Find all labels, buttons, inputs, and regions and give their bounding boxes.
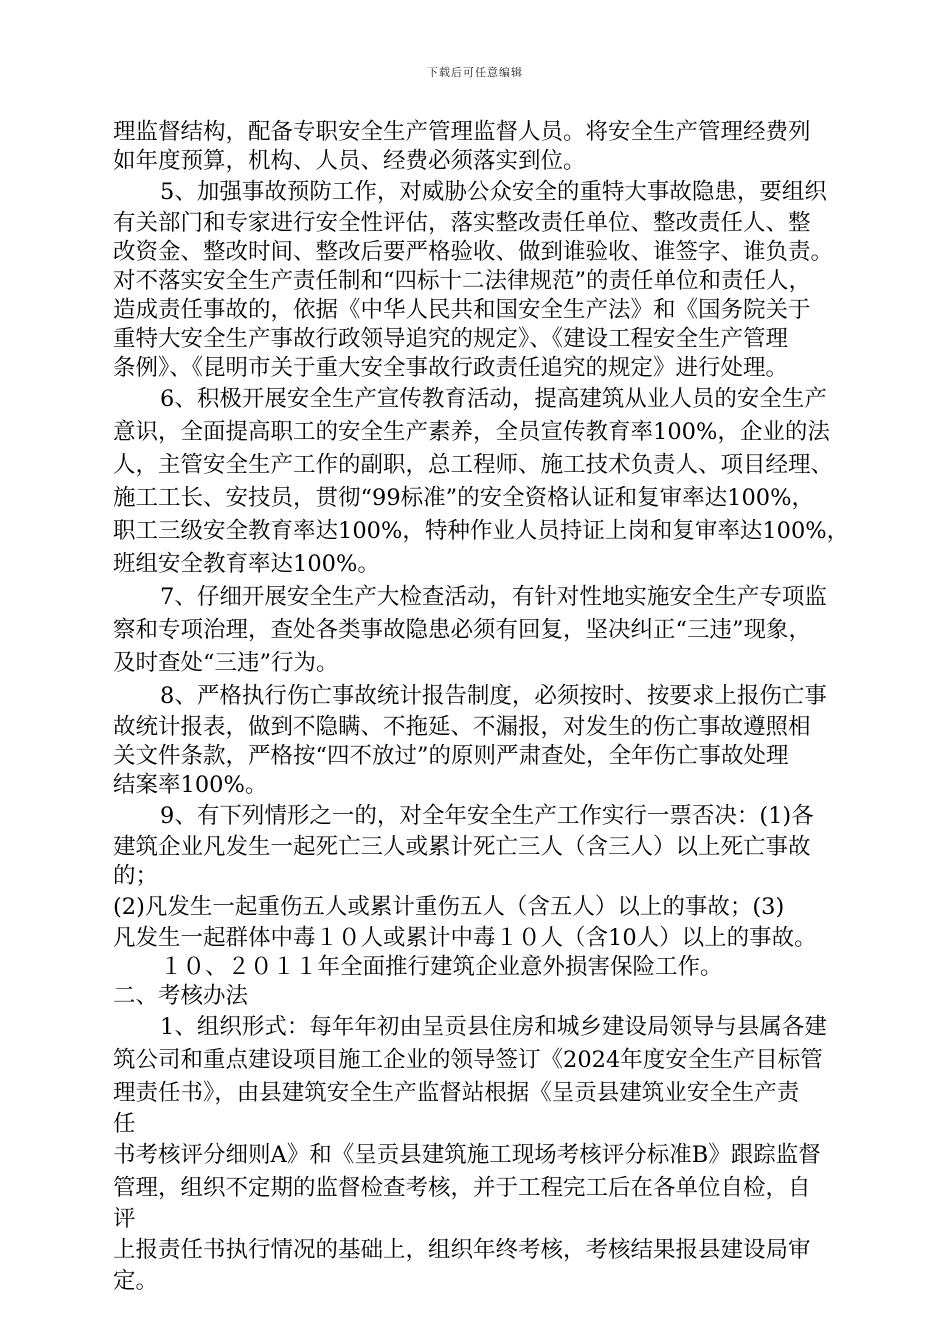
text-line: 任 — [113, 1111, 136, 1137]
text-line: 人，主管安全生产工作的副职，总工程师、施工技术负责人、项目经理、 — [113, 452, 834, 478]
text-line: １０、２０１１年全面推行建筑企业意外损害保险工作。 — [160, 954, 723, 980]
text-line: 的； — [113, 863, 159, 889]
text-line: 施工工长、安技员，贯彻“99标准”的安全资格认证和复审率达100%， — [113, 485, 814, 511]
text-line: 书考核评分细则A》和《呈贡县建筑施工现场考核评分标准B》跟踪监督 — [113, 1142, 821, 1168]
text-line: 定。 — [113, 1268, 159, 1294]
text-line: 1、组织形式：每年年初由呈贡县住房和城乡建设局领导与县属各建 — [160, 1014, 827, 1040]
text-line: 8、严格执行伤亡事故统计报告制度，必须按时、按要求上报伤亡事 — [160, 683, 827, 709]
text-line: (2)凡发生一起重伤五人或累计重伤五人（含五人）以上的事故；(3) — [113, 894, 785, 920]
page-header: 下载后可任意编辑 — [427, 66, 523, 79]
text-line: 班组安全教育率达100%。 — [113, 551, 380, 577]
text-line: 对不落实安全生产责任制和“四标十二法律规范”的责任单位和责任人， — [113, 268, 812, 294]
text-line: 上报责任书执行情况的基础上，组织年终考核，考核结果报县建设局审 — [113, 1237, 811, 1263]
text-line: 筑公司和重点建设项目施工企业的领导签订《2024年度安全生产目标管 — [113, 1047, 823, 1073]
text-line: 职工三级安全教育率达100%，特种作业人员持证上岗和复审率达100%， — [113, 518, 850, 544]
text-line: 结案率100%。 — [113, 772, 268, 798]
text-line: 二、考核办法 — [113, 983, 249, 1009]
text-line: 改资金、整改时间、整改后要严格验收、做到谁验收、谁签字、谁负责。 — [113, 239, 834, 265]
text-line: 如年度预算，机构、人员、经费必须落实到位。 — [113, 148, 586, 174]
text-line: 重特大安全生产事故行政领导追究的规定》、《建设工程安全生产管理 — [113, 326, 789, 352]
text-line: 理监督结构，配备专职安全生产管理监督人员。将安全生产管理经费列 — [113, 119, 811, 145]
text-line: 5、加强事故预防工作，对威胁公众安全的重特大事故隐患，要组织 — [160, 179, 827, 205]
text-line: 察和专项治理，查处各类事故隐患必须有回复，坚决纠正“三违”现象， — [113, 617, 812, 643]
text-line: 凡发生一起群体中毒１０人或累计中毒１０人（含10人）以上的事故。 — [113, 925, 817, 951]
text-line: 管理，组织不定期的监督检查考核，并于工程完工后在各单位自检，自 — [113, 1175, 811, 1201]
text-line: 理责任书》，由县建筑安全生产监督站根据《呈贡县建筑业安全生产责 — [113, 1080, 800, 1106]
text-line: 有关部门和专家进行安全性评估，落实整改责任单位、整改责任人、整 — [113, 210, 811, 236]
text-line: 建筑企业凡发生一起死亡三人或累计死亡三人（含三人）以上死亡事故 — [113, 834, 811, 860]
text-line: 及时查处“三违”行为。 — [113, 650, 339, 676]
text-line: 故统计报表，做到不隐瞒、不拖延、不漏报，对发生的伤亡事故遵照相 — [113, 714, 811, 740]
text-line: 造成责任事故的，依据《中华人民共和国安全生产法》和《国务院关于 — [113, 297, 811, 323]
text-line: 意识，全面提高职工的安全生产素养，全员宣传教育率100%，企业的法 — [113, 419, 830, 445]
text-line: 条例》、《昆明市关于重大安全事故行政责任追究的规定》进行处理。 — [113, 355, 789, 381]
text-line: 6、积极开展安全生产宣传教育活动，提高建筑从业人员的安全生产 — [160, 386, 827, 412]
text-line: 关文件条款，严格按“四不放过”的原则严肃查处，全年伤亡事故处理 — [113, 743, 789, 769]
text-line: 9、有下列情形之一的，对全年安全生产工作实行一票否决：(1)各 — [160, 803, 814, 829]
text-line: 7、仔细开展安全生产大检查活动，有针对性地实施安全生产专项监 — [160, 584, 827, 610]
document-body — [113, 118, 873, 1296]
text-line: 评 — [113, 1206, 136, 1232]
